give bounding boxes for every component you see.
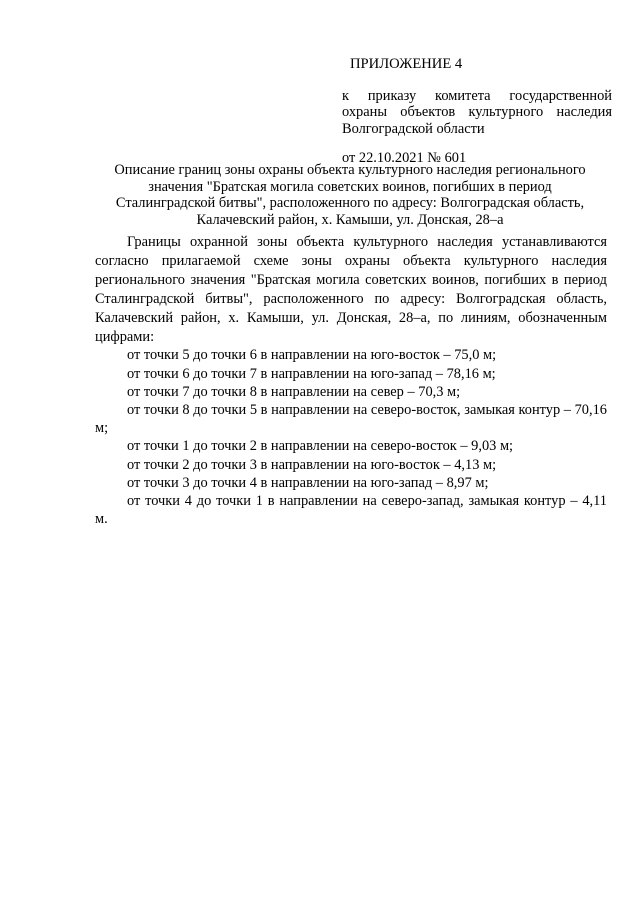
boundary-segment: от точки 4 до точки 1 в направлении на северо-запад, замыкая контур – 4,11 м. xyxy=(95,493,607,528)
boundary-segment: от точки 1 до точки 2 в направлении на северо-восток – 9,03 м; xyxy=(127,438,514,455)
heading-line: Сталинградской битвы", расположенного по адресу: Волгоградская область, xyxy=(115,195,585,211)
annex-line: Волгоградской области xyxy=(342,120,485,137)
order-date: от 22.10.2021 № 601 xyxy=(342,150,467,166)
annex-line: охраны объектов культурного наследия xyxy=(342,104,612,120)
boundary-segment: от точки 5 до точки 6 в направлении на юго-восток – 75,0 м; xyxy=(127,347,497,364)
document-body xyxy=(95,233,607,528)
boundary-segment: от точки 3 до точки 4 в направлении на юго-запад – 8,97 м; xyxy=(127,474,489,491)
boundary-segment: от точки 6 до точки 7 в направлении на юго-запад – 78,16 м; xyxy=(127,365,496,382)
boundary-segment: от точки 2 до точки 3 в направлении на юго-восток – 4,13 м; xyxy=(127,456,497,473)
boundary-segment: от точки 8 до точки 5 в направлении на северо-восток, замыкая контур – 70,16 м; xyxy=(95,402,607,437)
heading-line: Калачевский район, х. Камыши, ул. Донская, 28–а xyxy=(196,211,504,228)
boundary-segment: от точки 7 до точки 8 в направлении на север – 70,3 м; xyxy=(127,383,461,400)
heading-line: Описание границ зоны охраны объекта культурного наследия регионального xyxy=(114,162,586,178)
intro-paragraph: Границы охранной зоны объекта культурного наследия устанавливаются согласно прилагаемой схеме зоны охраны объекта культурного наследия регионального значения "Братская могила советских воинов, погибших в период Сталинградской битвы", расположенного по адресу: Волгоградская область, Калачевский район, х. Камыши, ул. Донская, 28–а, по линиям, обозначенным цифрами: xyxy=(95,234,607,345)
heading-line: значения "Братская могила советских воинов, погибших в период xyxy=(148,178,552,195)
document-heading xyxy=(93,162,607,228)
annex-line: к приказу комитета государственной xyxy=(342,87,612,104)
annex-title: ПРИЛОЖЕНИЕ 4 xyxy=(350,56,463,72)
annex-header xyxy=(342,56,612,167)
